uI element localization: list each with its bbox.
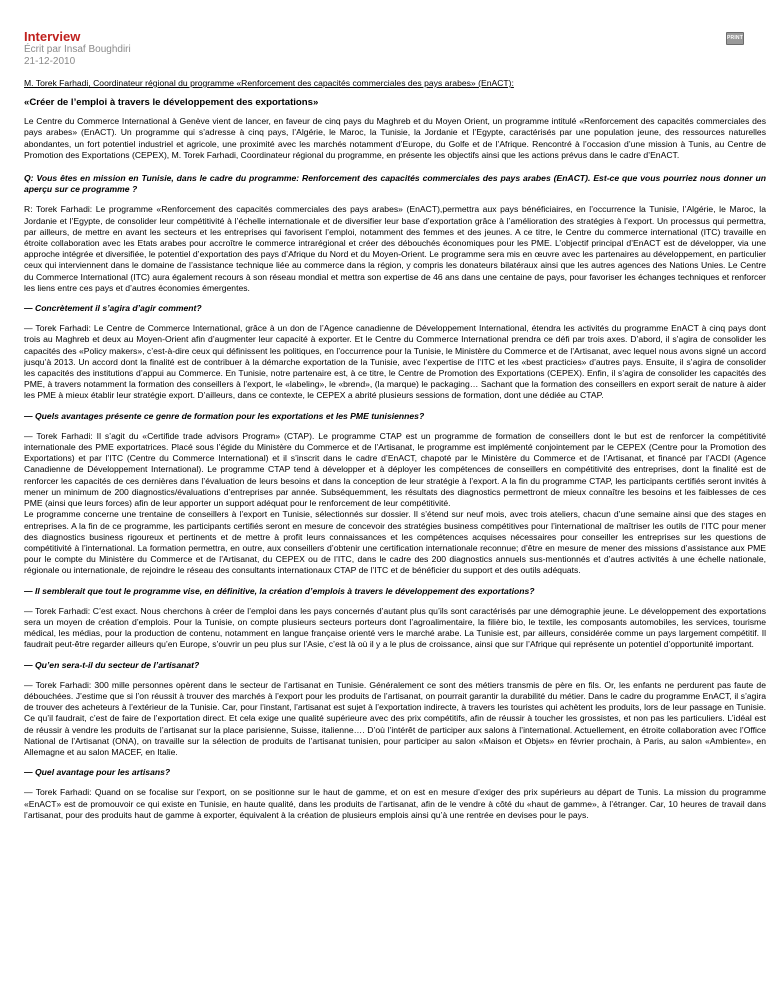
article-headline: «Créer de l’emploi à travers le développement des exportations»: [24, 97, 319, 109]
question-6: — Quel avantage pour les artisans?: [24, 767, 171, 778]
answer-5: — Torek Farhadi: 300 mille personnes opèrent dans le secteur de l’artisanat en Tunisie. Généralement ce sont des métiers transmis de père en fils. Or, les enfants ne perdurent pas faute de débouchées. J’estime que si l’on réussit à trouver des marchés à l’export pour les produits de l’artisanat, on pourrait garantir la durabilité du métier. Dans le cadre du programme EnACT, il s’agira de trouver des acheteurs à l’extérieur de la Tunisie. Car, pour l’instant, l’artisanat est sujet à l’exportation indirecte, à travers les touristes qui achètent les produits, lors de leur passage en Tunisie. Ce qu’il faudrait, c’est de faire de l’exportation direct. Et cela exige une qualité supérieure avec des prix compétitifs, afin de réussir à toucher les grossistes, et non pas les particuliers. L’idéal est de réussir à vendre les produits de l’artisanat sur la place parisienne, Suisse, italienne…. D’où l’intérêt de participer aux salons à l’international. Actuellement, en étroite collaboration avec l’Office National de l’Artisanat (ONA), on travaille sur la sélection de produits de l’artisanat tunisien, pour participer au salon «Maison et Objets» en février prochain, à Paris, au salon «Ambiente», en Allemagne et au salon MACEF, en Italie.: [24, 679, 766, 757]
answer-3-continued: Le programme concerne une trentaine de conseillers à l’export en Tunisie, sélectionnés sur dossier. Il s’étend sur neuf mois, avec trois ateliers, chacun d’une semaine ainsi que des stages en entreprises. A la fin de ce programme, les participants certifiés seront en mesure de concevoir des stratégies business compétitives pour l’international de maîtriser les outils de l’ITC pour mener des diagnostics business rigoureux et pertinents et de mettre à profit leurs connaissances et les compétences acquises nécessaires pour conseiller les entreprises sur les questions de compétitivité à l’international. La formation permettra, en outre, aux conseillers d’obtenir une certification internationale reconnue; d’être en mesure de mener des missions d’assistance aux PME pour le compte du Ministère du Commerce et de l’Artisanat, du CEPEX ou de l’ITC, dans le cadre des 200 diagnostics annuels sus-mentionnés et d’autres activités à une échelle nationale, régionale ou internationale, de rejoindre le réseau des consultants internationaux CTAP de l’ITC et de bénéficier du support et des outils adéquats.: [24, 509, 766, 576]
answer-2: — Torek Farhadi: Le Centre de Commerce International, grâce à un don de l’Agence canadienne de Développement International, étendra les activités du programme EnACT à cinq pays dont trois au Maghreb et deux au Moyen-Orient afin d’augmenter leur capacité à exporter. Et le Centre du Commerce International prendra ce défi par trois axes. D’abord, il s’agira de consolider les capacités des «Policy makers», c’est-à-dire ceux qui définissent les politiques, en l’occurrence pour la Tunisie, le Ministère du Commerce et de l’Artisanat, avec lequel nous avons signé un accord jusqu’à 2013. Un accord dont la finalité est de contribuer à la démarche exportation de la Tunisie, avec l’expertise de l’ITC et les «best practicies» d’autres pays. Ensuite, il s’agira de consolider les capacités des institutions d’appui au Commerce. En Tunisie, notre partenaire est, à ce titre, le Centre de Promotion des Exportations (CEPEX). Enfin, il s’agira de consolider les capacités des PME, à travers notamment la formation des conseillers à l’export, le «labeling», le «brend», (la marque) le packaging… Sachant que la formation des conseillers en export serait de nature à aider les PME à mieux établir leur stratégie export. D’ailleurs, dans ce contexte, le CEPEX a abrité plusieurs sessions de formation, dont une dédiée au CTAP.: [24, 323, 766, 401]
article-subtitle: M. Torek Farhadi, Coordinateur régional du programme «Renforcement des capacités commerciales des pays arabes» (EnACT):: [24, 78, 514, 88]
article-intro: Le Centre du Commerce International à Genève vient de lancer, en faveur de cinq pays du Maghreb et du Moyen Orient, un programme intitulé «Renforcement des capacités commerciales des pays arabes» (EnACT). Un programme qui s’adresse à cinq pays, l’Algérie, le Maroc, la Tunisie, la Jordanie et l’Egypte, caractérisés par une population jeune, des ressources naturelles abondantes, un fort potentiel industriel et agricole, une proximité avec les marchés notamment d’Europe, du Golfe et de l’Afrique. Rencontré à l’occasion d’une mission à Tunis, au Centre de Promotion des Exportations (CEPEX), M. Torek Farhadi, Coordinateur régional du programme, en présente les objectifs ainsi que les actions prévus dans le cadre d’EnACT.: [24, 116, 766, 160]
print-icon[interactable]: PRINT: [726, 32, 744, 45]
question-3: — Quels avantages présente ce genre de formation pour les exportations et les PME tunisiennes?: [24, 410, 425, 421]
question-4: — Il semblerait que tout le programme vise, en définitive, la création d’emplois à travers le développement des exportations?: [24, 585, 535, 596]
question-5: — Qu’en sera-t-il du secteur de l’artisanat?: [24, 659, 200, 670]
answer-1: R: Torek Farhadi: Le programme «Renforcement des capacités commerciales des pays arabes» (EnACT),permettra aux pays bénéficiaires, en l’occurrence la Tunisie, l’Algérie, le Maroc, la Jordanie et l’Egypte, de consolider leur compétitivité à l’échelle internationale et de diversifier leur base d’exportation grâce à l’amélioration des stratégies à l’export. Un processus qui permettra, par ailleurs, de mettre en avant les secteurs et les entreprises qui favorisent l’emploi, notamment des femmes et des jeunes. A ce titre, le Centre du commerce international (ITC) travaille en étroite collaboration avec les Etats arabes pour accroître le commerce intrarégional et créer des débouchés économiques pour les PME. L’objectif principal d’EnACT est de développer, via une approche intégrée et diversifiée, le potentiel d’exportation des pays d’Afrique du Nord et du Moyen-Orient. Le programme sera mis en œuvre avec les partenaires au développement, en particulier ceux qui interviennent dans le domaine de l’assistance technique liée au commerce dans la région, y compris les donateurs bilatéraux ainsi que les autres agences des Nations Unies. Le Centre du Commerce International (ITC) aura également recours à son réseau mondial et mettra son expertise de 46 ans dans une centaine de pays, pour favoriser les échanges techniques et renforcer les liens entre ces pays et d’autres économies émergentes.: [24, 204, 766, 293]
answer-6: — Torek Farhadi: Quand on se focalise sur l’export, on se positionne sur le haut de gamme, et on est en mesure d’exiger des prix supérieurs au départ de Tunis. La mission du programme «EnACT» est de promouvoir ce qui existe en Tunisie, en haute qualité, dans les produits de l’artisanat, afin de le vendre à côté du «haut de gamme», à l’étranger. Car, 10 heures de travail dans l’artisanat, pour des produits haut de gamme à exporter, équivalent à la création de plusieurs emplois ainsi qu’à une rentrée en devises pour le pays.: [24, 787, 766, 820]
question-2: — Concrètement il s’agira d’agir comment?: [24, 303, 202, 314]
question-1: Q: Vous êtes en mission en Tunisie, dans le cadre du programme: Renforcement des capacités commerciales des pays arabes (EnACT). Est-ce que vous pourriez nous donner un aperçu sur ce programme ?: [24, 173, 766, 195]
section-title: Interview: [24, 29, 81, 44]
answer-3: — Torek Farhadi: Il s’agit du «Certifide trade advisors Program» (CTAP). Le programme CTAP est un programme de formation de conseillers dont le but est de renforcer la compétitivité internationale des PME exportatrices. Placé sous l’égide du Ministère du Commerce et de l’Artisanat, le programme est implémenté conjointement par le CEPEX (Centre pour la Promotion des Exportations) et par l’ITC (Centre du Commerce International) et il s’inscrit dans le cadre d’EnACT, chapoté par le Ministère du Commerce et de l’Artisanat, et financé par l’ACDI (Agence Canadienne de Développement International). Le programme CTAP tend à développer et à déployer les compétences de conseillers en compétitivité des entreprises, dont la finalité est de renforcer les capacités de ces dernières dans l’évaluation de leurs besoins et dans la conception de leur stratégie à l’export. A la fin du programme CTAP, les participants certifiés seront invités à mener un minimum de 200 diagnostics/évaluations d’entreprises par année. Subséquemment, les résultats des diagnostics permettront de mieux connaître les besoins et les faiblesses de ces PME (ainsi que leurs forces) afin de leur apporter un support adéquat pour le renforcement de leur compétitivité.: [24, 430, 766, 509]
article-body: [24, 78, 766, 830]
article-header: [24, 30, 744, 68]
publish-date: 21-12-2010: [24, 56, 76, 67]
answer-4: — Torek Farhadi: C’est exact. Nous cherchons à créer de l’emploi dans les pays concernés d’autant plus qu’ils sont caractérisés par une démographie jeune. Le développement des exportations sera un moyen de création d’emplois. Pour la Tunisie, on compte plusieurs secteurs porteurs dont l’agroalimentaire, la filière bio, le textile, les composants automobiles, les services, tourisme médical, les médias, pour la production de contenu, notamment en langue française orienté vers le marché arabe. La Tunisie est, par ailleurs, considérée comme un pays largement compétitif. Il faudrait peut-être regarder ailleurs qu’en Europe, s’ouvrir un peu plus sur l’Asie, c’est là où il y a le plus de croissance, ainsi que sur l’Afrique qui représente un potentiel d’opportunité important.: [24, 605, 766, 650]
author-line: Écrit par Insaf Boughdiri: [24, 44, 131, 55]
